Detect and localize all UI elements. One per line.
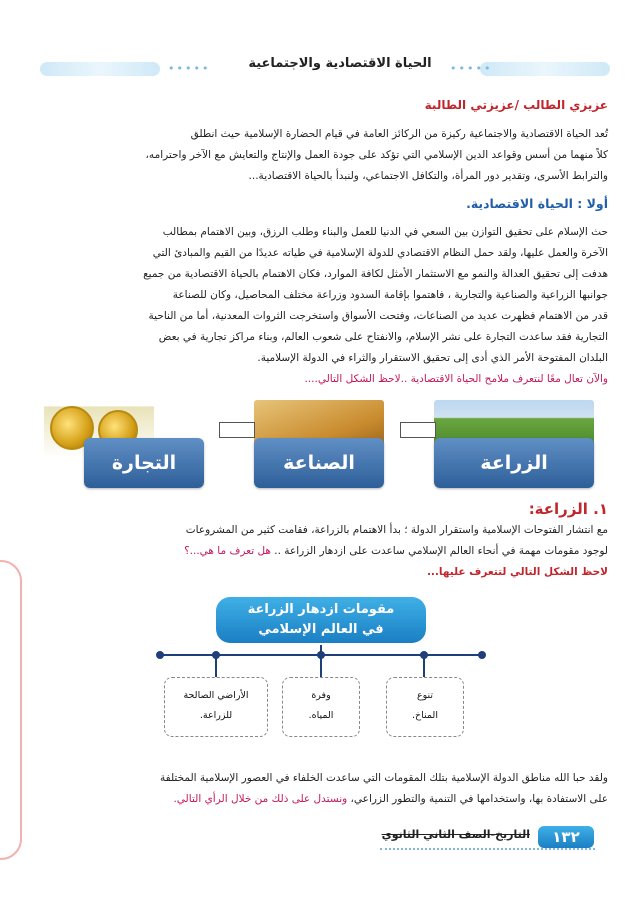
intro-line: والترابط الأسرى، وتقدير دور المرأة، والتكافل الاجتماعي، ولنبدأ بالحياة الاقتصادية... bbox=[248, 170, 608, 182]
intro-paragraph bbox=[30, 124, 608, 187]
trade-label: التجارة bbox=[84, 438, 204, 488]
diagram-dot bbox=[317, 651, 325, 659]
diagram-title-line: مقومات ازدهار الزراعة bbox=[247, 602, 395, 617]
agriculture-factors-diagram bbox=[156, 597, 486, 757]
section-economic-title: أولا : الحياة الاقتصادية. bbox=[466, 196, 608, 211]
diagram-dot bbox=[478, 651, 486, 659]
decorative-curve bbox=[0, 560, 22, 860]
header-dots-right: ••••• bbox=[450, 62, 493, 75]
industry-label: الصناعة bbox=[254, 438, 384, 488]
factor-arable-land bbox=[164, 677, 268, 737]
figure-prompt: والآن تعال معًا لنتعرف ملامح الحياة الاقتصادية ..لاحظ الشكل التالي.... bbox=[304, 373, 608, 385]
factor-line: للزراعة. bbox=[199, 710, 233, 721]
header-title: الحياة الاقتصادية والاجتماعية bbox=[248, 56, 432, 71]
diagram-title-line: في العالم الإسلامي bbox=[258, 622, 384, 637]
closing-highlight: ونستدل على ذلك من خلال الرأي التالي. bbox=[173, 793, 348, 805]
body-line: التجارية فقد ساعدت التجارة على نشر الإسلام، والانفتاح على شعوب العالم، وبناء مراكز تجارية في بعض bbox=[158, 331, 608, 343]
page-number: ١٣٢ bbox=[538, 826, 594, 848]
header-band-right bbox=[480, 62, 610, 76]
body-line: ولقد حبا الله مناطق الدولة الإسلامية بتلك المقومات التي ساعدت الخلفاء في العصور الإسلامية المختلفة bbox=[160, 772, 608, 784]
book-title: التاريخ-الصف الثاني الثانوي bbox=[381, 828, 530, 841]
factor-line: المناخ. bbox=[412, 710, 438, 721]
page-header bbox=[0, 52, 638, 86]
factor-climate bbox=[386, 677, 464, 737]
agriculture-label: الزراعة bbox=[434, 438, 594, 488]
body-line: جوانبها الزراعية والصناعية والتجارية ، فاهتموا بإقامة السدود وزراعة مختلف المحاصيل، وكان للصناعة bbox=[172, 289, 608, 301]
diagram-dot bbox=[156, 651, 164, 659]
body-line: قدر من الاهتمام فظهرت عديد من الصناعات، وفتحت الأسواق واستخرجت الثروات المعدنية، أما من الناحية bbox=[148, 310, 608, 322]
header-band-left bbox=[40, 62, 160, 76]
question-text: هل تعرف ما هي...؟ bbox=[184, 545, 271, 557]
greeting: عزيزي الطالب /عزيزتي الطالبة bbox=[424, 98, 608, 112]
body-line: الآخرة والعمل عليها، ولقد حمل النظام الاقتصادي للدولة الإسلامية في طياته عديدًا من القيم والمبادئ التي bbox=[152, 247, 608, 259]
body-line: هدفت إلى تحقيق العدالة والنمو مع الاستثمار الأمثل لكافة الموارد، فكان الاهتمام بالحياة الاقتصادية من جميع bbox=[143, 268, 608, 280]
diagram-dot bbox=[212, 651, 220, 659]
body-line: مع انتشار الفتوحات الإسلامية واستقرار الدولة ؛ بدأ الاهتمام بالزراعة، فقامت كثير من المشروعات bbox=[185, 524, 608, 536]
header-dots-left: ••••• bbox=[168, 62, 211, 75]
body-line bbox=[30, 789, 608, 810]
body-text: لوجود مقومات مهمة في أنحاء العالم الإسلامي ساعدت على ازدهار الزراعة .. bbox=[274, 545, 608, 557]
diagram-title bbox=[216, 597, 426, 643]
section-agriculture-body bbox=[30, 520, 608, 583]
section-agriculture-title: ١. الزراعة: bbox=[528, 500, 608, 518]
body-line bbox=[30, 541, 608, 562]
intro-line: كلاً منهما من أسس وقواعد الدين الإسلامي التي تؤكد على جودة العمل والإنتاج والتعايش مع الآخر واحترامه، bbox=[145, 149, 608, 161]
blank-box bbox=[219, 422, 255, 438]
intro-line: تُعد الحياة الاقتصادية والاجتماعية ركيزة من الركائز العامة في قيام الحضارة الإسلامية حيث انطلق bbox=[190, 128, 608, 140]
factor-water bbox=[282, 677, 360, 737]
diagram-prompt: لاحظ الشكل التالي لتتعرف عليها... bbox=[426, 566, 608, 578]
factor-line: المياه. bbox=[308, 710, 334, 721]
factor-line: الأراضي الصالحة bbox=[183, 690, 249, 701]
body-text: على الاستفادة بها، واستخدامها في التنمية والتطور الزراعي، bbox=[347, 793, 608, 805]
blank-box bbox=[400, 422, 436, 438]
economy-images-row bbox=[44, 400, 594, 492]
factor-line: تنوع bbox=[416, 690, 434, 701]
factor-line: وفرة bbox=[311, 690, 331, 701]
closing-paragraph bbox=[30, 768, 608, 810]
diagram-dot bbox=[420, 651, 428, 659]
body-line: البلدان المفتوحة الأمر الذي أدى إلى تحقيق الاستقرار والثراء في الدولة الإسلامية. bbox=[257, 352, 608, 364]
section-economic-body bbox=[30, 222, 608, 390]
footer-dots bbox=[380, 848, 595, 850]
body-line: حث الإسلام على تحقيق التوازن بين السعي في الدنيا للعمل والبناء وطلب الرزق، وبين الاهتمام بمطالب bbox=[162, 226, 608, 238]
